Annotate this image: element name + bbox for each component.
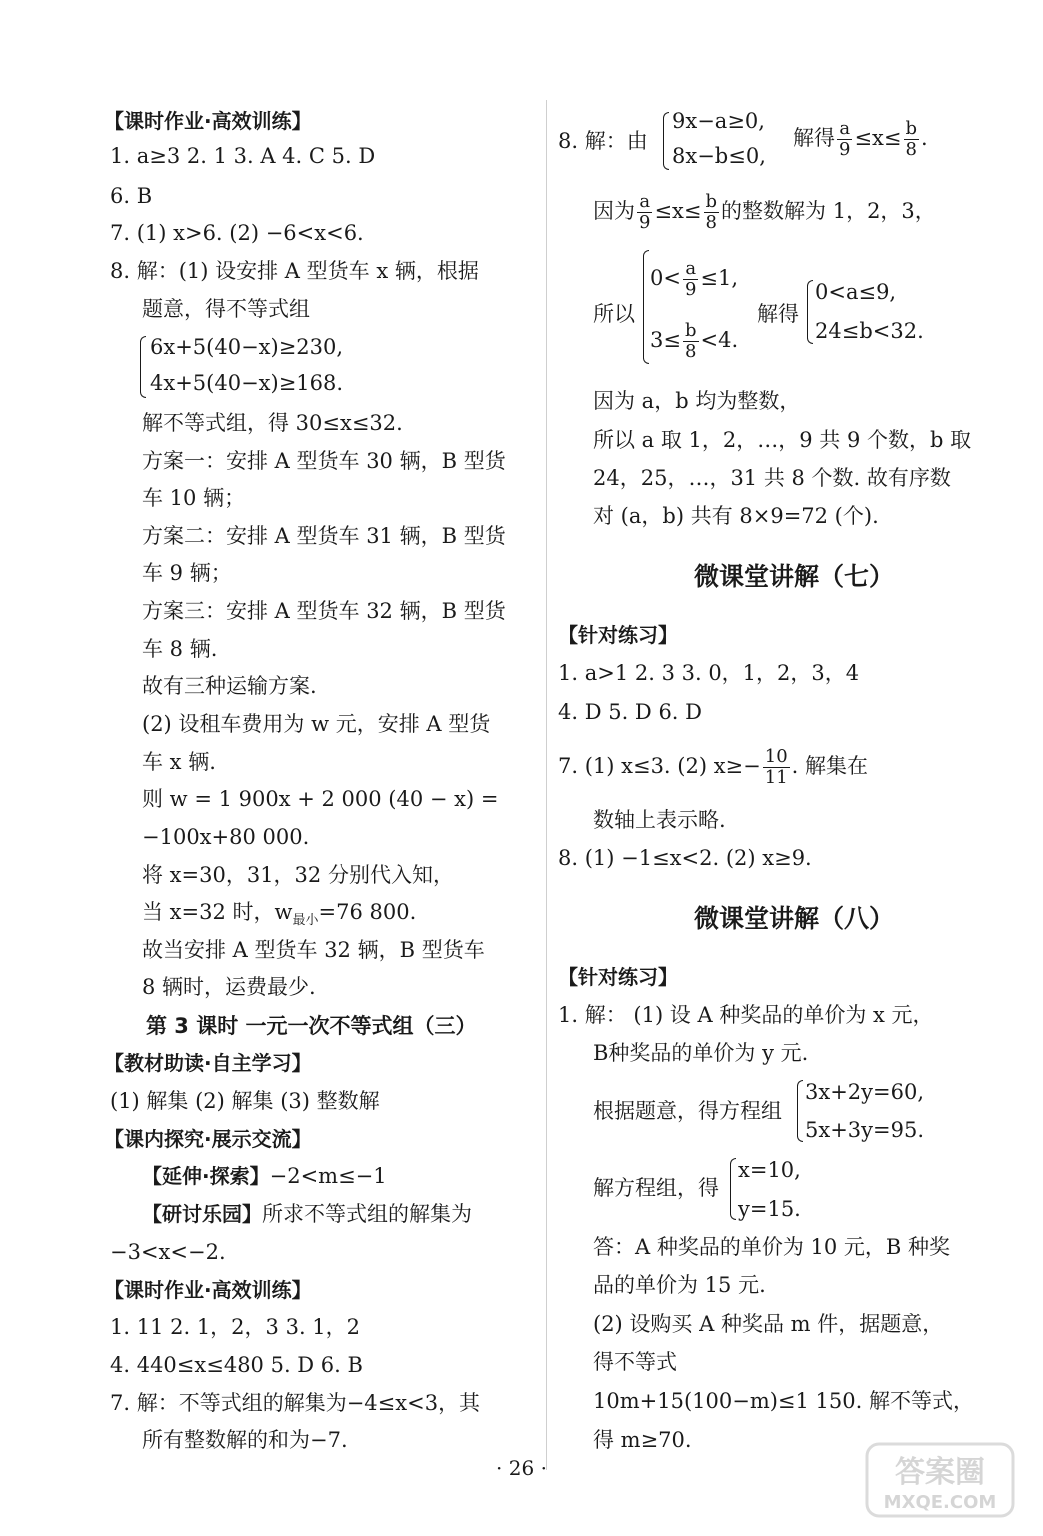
answer-text: ≤x≤	[854, 126, 902, 150]
answer-line: 则 w = 1 900x + 2 000 (40 − x) =	[142, 787, 499, 811]
system-brace	[797, 1080, 803, 1142]
tag-extension: 【延伸·探索】	[142, 1164, 270, 1188]
answer-line	[793, 108, 928, 168]
system-brace	[140, 336, 146, 398]
page-number: · 26 ·	[496, 1456, 547, 1480]
answer-line: 1. a>1 2. 3 3. 0，1，2，3，4	[558, 661, 860, 685]
answer-line: 故有三种运输方案.	[142, 674, 317, 698]
answer-line: (2) 设购买 A 种奖品 m 件，据题意，	[593, 1312, 944, 1336]
answer-line: 答：A 种奖品的单价为 10 元，B 种奖	[593, 1235, 951, 1259]
numerator: a	[837, 119, 852, 140]
answer-text: .	[921, 126, 928, 150]
heading-homework: 【课时作业·高效训练】	[104, 109, 312, 133]
fraction	[683, 259, 698, 300]
system-line: 5x+3y=95.	[805, 1118, 925, 1142]
answer-line: −100x+80 000.	[142, 825, 310, 849]
answer-text: 7. (1) x≤3. (2) x≥−	[558, 754, 761, 778]
answer-line: 24，25，…，31 共 8 个数. 故有序数	[593, 466, 951, 490]
answer-line: 对 (a，b) 共有 8×9=72 (个).	[593, 504, 879, 528]
answer-text: =76 800.	[318, 900, 417, 924]
tag-discussion: 【研讨乐园】	[142, 1202, 262, 1226]
numerator: 10	[764, 746, 788, 767]
answer-text: <4.	[700, 328, 739, 352]
denominator: 8	[705, 212, 717, 233]
denominator: 9	[839, 139, 851, 160]
heading-homework: 【课时作业·高效训练】	[104, 1278, 312, 1302]
answer-line: 8. (1) −1≤x<2. (2) x≥9.	[558, 846, 812, 870]
answer-line: (2) 设租车费用为 w 元，安排 A 型货	[142, 712, 491, 736]
answer-line: 车 8 辆.	[142, 637, 218, 661]
answer-line: 8. 解：由	[558, 129, 648, 153]
fraction	[683, 321, 699, 362]
system-line	[650, 314, 738, 366]
section-title: 微课堂讲解（八）	[693, 904, 894, 933]
answer-line: 根据题意，得方程组	[593, 1099, 782, 1123]
column-divider	[546, 100, 547, 1470]
answer-text: 所求不等式组的解集为	[262, 1202, 472, 1226]
denominator: 9	[639, 212, 651, 233]
answer-line: 1. 11 2. 1，2，3 3. 1，2	[110, 1315, 361, 1339]
answer-line: 得不等式	[593, 1350, 677, 1374]
numerator: b	[905, 118, 918, 139]
answer-line: 方案二：安排 A 型货车 31 辆，B 型货	[142, 524, 506, 548]
answer-line: 所以	[593, 302, 635, 326]
answer-line: 将 x=30，31，32 分别代入知，	[142, 863, 454, 887]
system-line: 9x−a≥0,	[672, 109, 765, 133]
system-line: 8x−b≤0,	[672, 144, 766, 168]
answer-line: 1. a≥3 2. 1 3. A 4. C 5. D	[110, 144, 376, 168]
system-line: 0<a≤9,	[815, 280, 897, 304]
numerator: b	[684, 320, 697, 341]
answer-line: 车 10 辆；	[142, 486, 246, 510]
answer-text: −2<m≤−1	[269, 1164, 387, 1188]
heading-textbook: 【教材助读·自主学习】	[104, 1051, 312, 1075]
answer-text: 的整数解为 1，2，3，	[721, 199, 936, 223]
fraction	[637, 192, 652, 233]
denominator: 8	[685, 341, 697, 362]
answer-line: 8. 解：(1) 设安排 A 型货车 x 辆，根据	[110, 259, 479, 283]
answer-line: −3<x<−2.	[110, 1240, 226, 1264]
answer-line	[593, 181, 936, 241]
fraction	[763, 747, 790, 788]
answer-text: 因为	[593, 199, 635, 223]
watermark-text: 答案圈	[895, 1455, 985, 1490]
system-line: y=15.	[738, 1197, 801, 1221]
answer-line: 4. 440≤x≤480 5. D 6. B	[110, 1353, 363, 1377]
fraction	[704, 192, 720, 233]
answer-line: 故当安排 A 型货车 32 辆，B 型货车	[142, 938, 485, 962]
answer-line: 数轴上表示略.	[593, 808, 726, 832]
answer-line: 解不等式组，得 30≤x≤32.	[142, 411, 403, 435]
answer-line: 8 辆时，运费最少.	[142, 975, 316, 999]
answer-line	[142, 1161, 387, 1191]
answer-text: ≤x≤	[654, 199, 702, 223]
system-brace	[807, 280, 813, 344]
system-line: x=10,	[738, 1158, 801, 1182]
answer-line	[558, 736, 868, 796]
answer-text: 当 x=32 时，w	[142, 900, 293, 924]
answer-line: 解得	[757, 302, 799, 326]
answer-text: ≤1,	[700, 266, 739, 290]
answer-line: 因为 a，b 均为整数，	[593, 389, 801, 413]
answer-line: 解方程组，得	[593, 1176, 719, 1200]
fraction	[837, 119, 852, 160]
system-line: 4x+5(40−x)≥168.	[150, 371, 344, 395]
answer-line: 所有整数解的和为−7.	[142, 1428, 348, 1452]
heading-practice: 【针对练习】	[558, 965, 678, 989]
answer-line	[142, 1199, 472, 1229]
answer-line: B种奖品的单价为 y 元.	[593, 1041, 809, 1065]
lesson-title: 第 3 课时 一元一次不等式组（三）	[146, 1014, 477, 1038]
answer-line: 得 m≥70.	[593, 1428, 692, 1452]
system-brace	[663, 112, 669, 170]
denominator: 9	[684, 279, 697, 300]
system-line: 24≤b<32.	[815, 319, 924, 343]
answer-line: 1. 解： (1) 设 A 种奖品的单价为 x 元，	[558, 1003, 934, 1027]
answer-line: 题意，得不等式组	[142, 297, 310, 321]
numerator: b	[705, 191, 718, 212]
answer-line: 6. B	[110, 184, 153, 208]
watermark-url: MXQE.COM	[883, 1492, 997, 1513]
answer-line: 车 x 辆.	[142, 750, 216, 774]
answer-line: 方案一：安排 A 型货车 30 辆，B 型货	[142, 449, 506, 473]
system-line	[650, 252, 738, 304]
answer-line: 品的单价为 15 元.	[593, 1273, 766, 1297]
fraction	[904, 119, 920, 160]
section-title: 微课堂讲解（七）	[693, 562, 894, 591]
answer-line: 7. (1) x>6. (2) −6<x<6.	[110, 221, 364, 245]
answer-line: 方案三：安排 A 型货车 32 辆，B 型货	[142, 599, 506, 623]
watermark-logo	[865, 1442, 1015, 1518]
answer-text: 0<	[650, 266, 681, 290]
denominator: 8	[905, 139, 917, 160]
subscript-min: 最小	[292, 913, 319, 929]
numerator: a	[637, 192, 652, 213]
system-brace	[643, 250, 649, 364]
heading-practice: 【针对练习】	[558, 623, 678, 647]
answer-line	[142, 897, 416, 936]
answer-line: 10m+15(100−m)≤1 150. 解不等式，	[593, 1389, 974, 1413]
answer-line: (1) 解集 (2) 解集 (3) 整数解	[110, 1089, 380, 1113]
answer-line: 所以 a 取 1，2，…，9 共 9 个数，b 取	[593, 428, 972, 452]
answer-text: . 解集在	[791, 754, 869, 778]
answer-line: 4. D 5. D 6. D	[558, 700, 702, 724]
answer-text: 解得	[793, 126, 835, 150]
answer-line: 车 9 辆；	[142, 561, 232, 585]
denominator: 11	[764, 767, 788, 788]
heading-inquiry: 【课内探究·展示交流】	[104, 1127, 312, 1151]
answer-line: 7. 解：不等式组的解集为−4≤x<3，其	[110, 1391, 481, 1415]
system-brace	[730, 1158, 736, 1220]
answer-text: 3≤	[650, 328, 681, 352]
numerator: a	[683, 259, 698, 280]
system-line: 3x+2y=60,	[805, 1080, 925, 1104]
system-line: 6x+5(40−x)≥230,	[150, 335, 344, 359]
